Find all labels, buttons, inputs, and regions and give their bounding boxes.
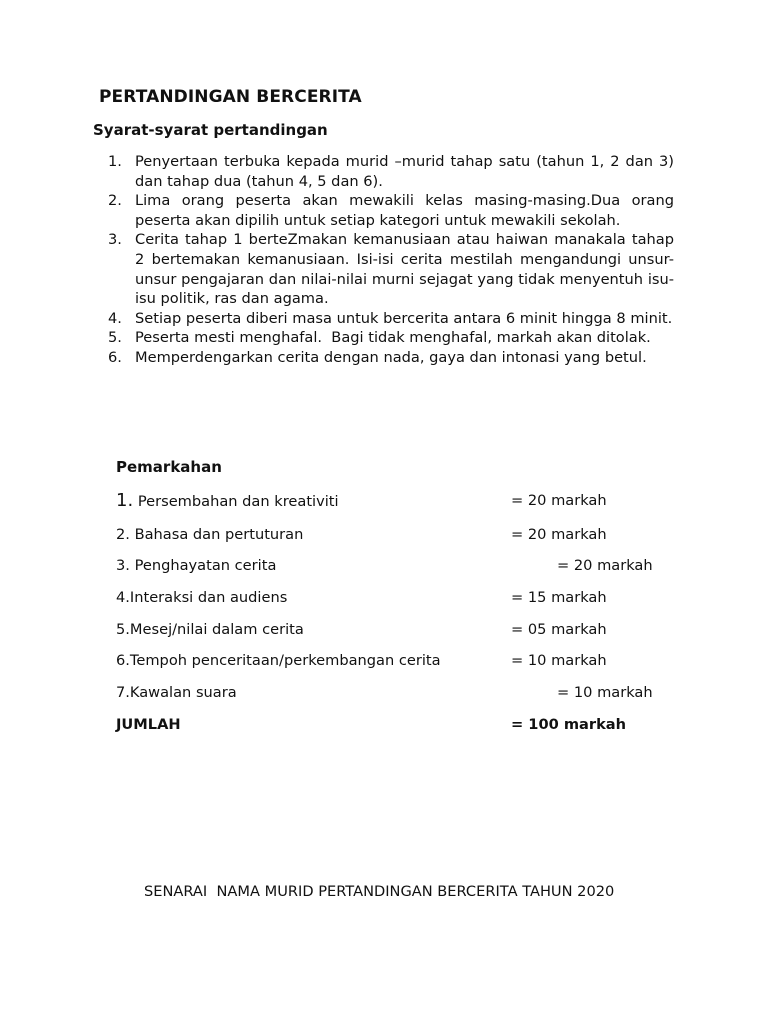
scoring-total-label: JUMLAH	[116, 716, 181, 733]
scoring-value: = 20 markah	[511, 526, 607, 543]
scoring-label: 5.Mesej/nilai dalam cerita	[116, 621, 304, 638]
scoring-label	[116, 490, 339, 511]
rule-item	[108, 348, 674, 368]
scoring-label: 4.Interaksi dan audiens	[116, 589, 288, 606]
rule-number: 3.	[108, 231, 122, 249]
scoring-value: = 10 markah	[557, 684, 653, 701]
rules-heading: Syarat-syarat pertandingan	[93, 121, 328, 139]
rule-text: Setiap peserta diberi masa untuk bercerita antara 6 minit hingga 8 minit.	[135, 309, 673, 327]
scoring-label: 3. Penghayatan cerita	[116, 557, 277, 574]
rule-text: Memperdengarkan cerita dengan nada, gaya dan intonasi yang betul.	[135, 348, 647, 366]
scoring-value: = 15 markah	[511, 589, 607, 606]
footer-heading: SENARAI NAMA MURID PERTANDINGAN BERCERITA TAHUN 2020	[144, 883, 615, 900]
rule-number: 1.	[108, 153, 122, 170]
scoring-label: 7.Kawalan suara	[116, 684, 237, 701]
rule-item	[108, 328, 674, 348]
scoring-row	[116, 621, 676, 643]
scoring-total-row	[116, 716, 676, 738]
rule-number: 5.	[108, 329, 122, 347]
rule-number: 6.	[108, 348, 122, 366]
scoring-row	[116, 652, 676, 674]
rule-text: Lima orang peserta akan mewakili kelas masing-masing.Dua orang peserta akan dipilih untuk setiap kategori untuk mewakili sekolah.	[135, 192, 674, 229]
scoring-value: = 20 markah	[557, 557, 653, 574]
scoring-value: = 10 markah	[511, 652, 607, 669]
scoring-total-value: = 100 markah	[511, 716, 627, 733]
scoring-number: 1.	[116, 490, 134, 511]
scoring-label: 6.Tempoh penceritaan/perkembangan cerita	[116, 652, 441, 669]
rules-list	[108, 152, 674, 368]
rule-item	[108, 230, 674, 308]
scoring-label: 2. Bahasa dan pertuturan	[116, 526, 304, 543]
scoring-value: = 05 markah	[511, 621, 607, 638]
document-title: PERTANDINGAN BERCERITA	[99, 87, 362, 107]
scoring-row	[116, 526, 676, 548]
rule-number: 4.	[108, 309, 122, 327]
scoring-row	[116, 589, 676, 611]
rule-number: 2.	[108, 192, 122, 210]
scoring-row	[116, 684, 676, 706]
rule-item	[108, 309, 674, 329]
scoring-label-text: Persembahan dan kreativiti	[133, 493, 339, 510]
rule-item	[108, 152, 674, 191]
rule-text: Penyertaan terbuka kepada murid –murid tahap satu (tahun 1, 2 dan 3) dan tahap dua (tahun 4, 5 dan 6).	[135, 153, 674, 190]
scoring-row	[116, 557, 676, 579]
scoring-heading: Pemarkahan	[116, 458, 222, 476]
rule-text: Peserta mesti menghafal. Bagi tidak menghafal, markah akan ditolak.	[135, 329, 651, 347]
scoring-value: = 20 markah	[511, 492, 607, 509]
rule-text: Cerita tahap 1 berteZmakan kemanusiaan atau haiwan manakala tahap 2 bertemakan kemanusiaan. Isi-isi cerita mestilah mengandungi unsur-unsur pengajaran dan nilai-nilai murni sejagat yang tidak menyentuh isu-isu politik, ras dan agama.	[135, 231, 674, 308]
rule-item	[108, 191, 674, 230]
scoring-row	[116, 490, 676, 512]
